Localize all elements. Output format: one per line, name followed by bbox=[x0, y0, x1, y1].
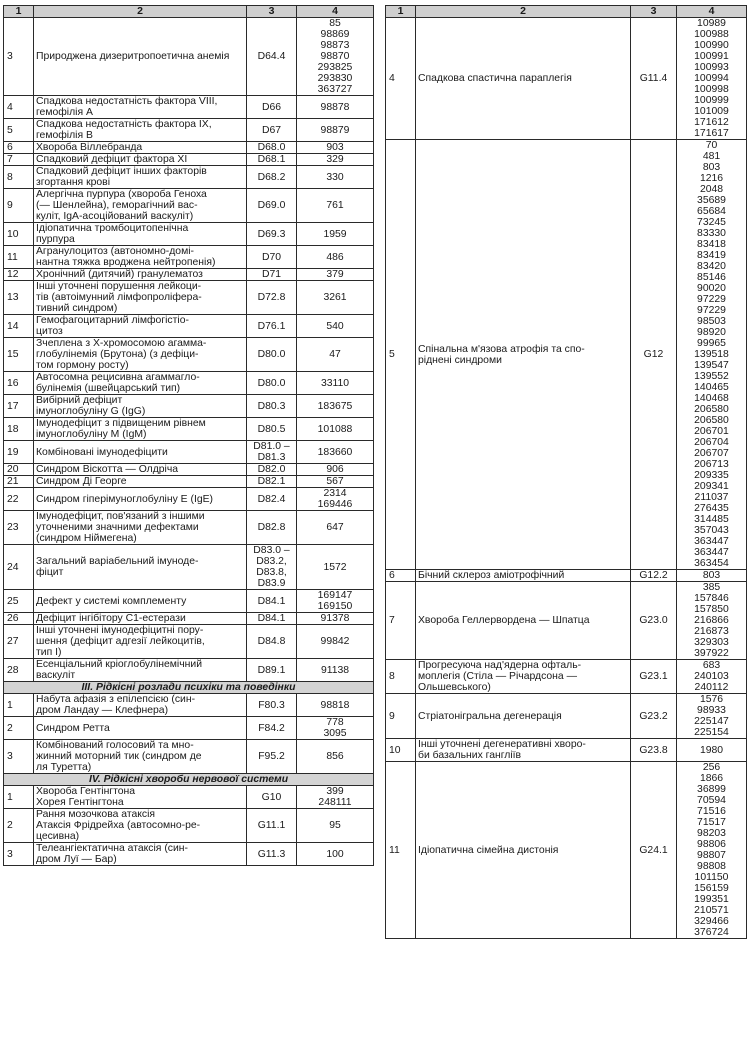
row-number: 21 bbox=[4, 476, 34, 488]
table-row bbox=[4, 154, 374, 166]
orpha-codes: 2314 169446 bbox=[297, 488, 374, 511]
disease-name: Спадковий дефіцит інших факторів згортання крові bbox=[34, 166, 247, 189]
column-header: 3 bbox=[247, 6, 297, 18]
row-number: 12 bbox=[4, 269, 34, 281]
disease-name: Прогресуюча над'ядерна офталь- моплегія (Стіла — Річардсона — Ольшевського) bbox=[416, 660, 631, 694]
disease-name: Набута афазія з епілепсією (син- дром Ландау — Клефнера) bbox=[34, 694, 247, 717]
disease-name: Ідіопатична сімейна дистонія bbox=[416, 762, 631, 939]
orpha-codes: 856 bbox=[297, 740, 374, 774]
table-row bbox=[4, 786, 374, 809]
table-row bbox=[386, 140, 747, 570]
orpha-codes: 95 bbox=[297, 809, 374, 843]
table-row bbox=[4, 372, 374, 395]
table-row bbox=[386, 570, 747, 582]
disease-name: Хвороба Віллебранда bbox=[34, 142, 247, 154]
table-row bbox=[4, 659, 374, 682]
row-number: 1 bbox=[4, 786, 34, 809]
right-table-body bbox=[386, 18, 747, 939]
table-row bbox=[4, 315, 374, 338]
table-row bbox=[4, 717, 374, 740]
table-row bbox=[4, 119, 374, 142]
row-number: 17 bbox=[4, 395, 34, 418]
icd-code: D80.5 bbox=[247, 418, 297, 441]
orpha-codes: 379 bbox=[297, 269, 374, 281]
icd-code: D80.0 bbox=[247, 372, 297, 395]
row-number: 16 bbox=[4, 372, 34, 395]
orpha-codes: 3261 bbox=[297, 281, 374, 315]
disease-name: Бічний склероз аміотрофічний bbox=[416, 570, 631, 582]
disease-name: Природжена дизеритропоетична анемія bbox=[34, 18, 247, 96]
icd-code: D71 bbox=[247, 269, 297, 281]
disease-name: Загальний варіабельний імуноде- фіцит bbox=[34, 545, 247, 590]
icd-code: G11.1 bbox=[247, 809, 297, 843]
row-number: 6 bbox=[386, 570, 416, 582]
orpha-codes: 761 bbox=[297, 189, 374, 223]
orpha-codes: 98879 bbox=[297, 119, 374, 142]
orpha-codes: 778 3095 bbox=[297, 717, 374, 740]
disease-name: Стріатонігральна дегенерація bbox=[416, 694, 631, 739]
disease-name: Дефект у системі комплементу bbox=[34, 590, 247, 613]
icd-code: D72.8 bbox=[247, 281, 297, 315]
disease-name: Синдром Віскотта — Олдріча bbox=[34, 464, 247, 476]
disease-name: Комбіновані імунодефіцити bbox=[34, 441, 247, 464]
row-number: 25 bbox=[4, 590, 34, 613]
orpha-codes: 100 bbox=[297, 843, 374, 866]
orpha-codes: 98818 bbox=[297, 694, 374, 717]
table-row bbox=[386, 660, 747, 694]
table-row bbox=[4, 590, 374, 613]
row-number: 5 bbox=[386, 140, 416, 570]
disease-name: Імунодефіцит з підвищеним рівнем імуноглобуліну М (IgM) bbox=[34, 418, 247, 441]
disease-name: Агранулоцитоз (автономно-домі- нантна тяжка вроджена нейтропенія) bbox=[34, 246, 247, 269]
icd-code: D82.0 bbox=[247, 464, 297, 476]
row-number: 4 bbox=[386, 18, 416, 140]
row-number: 1 bbox=[4, 694, 34, 717]
icd-code: G23.1 bbox=[631, 660, 677, 694]
orpha-codes: 683 240103 240112 bbox=[677, 660, 747, 694]
table-row bbox=[4, 142, 374, 154]
icd-code: D82.4 bbox=[247, 488, 297, 511]
disease-name: Телеангіектатична атаксія (син- дром Луї — Бар) bbox=[34, 843, 247, 866]
table-row bbox=[386, 739, 747, 762]
row-number: 20 bbox=[4, 464, 34, 476]
column-header: 2 bbox=[416, 6, 631, 18]
column-header: 1 bbox=[386, 6, 416, 18]
disease-name: Інші уточнені імунодефіцитні пору- шення (дефіцит адгезії лейкоцитів, тип І) bbox=[34, 625, 247, 659]
disease-name: Дефіцит інгібітору С1-естерази bbox=[34, 613, 247, 625]
table-row bbox=[4, 223, 374, 246]
orpha-codes: 183675 bbox=[297, 395, 374, 418]
disease-name: Синдром Ді Георге bbox=[34, 476, 247, 488]
orpha-codes: 91138 bbox=[297, 659, 374, 682]
row-number: 10 bbox=[386, 739, 416, 762]
orpha-codes: 803 bbox=[677, 570, 747, 582]
table-row bbox=[4, 418, 374, 441]
disease-name: Синдром Ретта bbox=[34, 717, 247, 740]
row-number: 11 bbox=[4, 246, 34, 269]
disease-name: Вибірний дефіцит імуноглобуліну G (IgG) bbox=[34, 395, 247, 418]
disease-name: Есенціальний кріоглобулінемічний васкуліт bbox=[34, 659, 247, 682]
column-header: 2 bbox=[34, 6, 247, 18]
orpha-codes: 399 248111 bbox=[297, 786, 374, 809]
table-row bbox=[4, 613, 374, 625]
orpha-codes: 85 98869 98873 98870 293825 293830 363727 bbox=[297, 18, 374, 96]
disease-name: Ідіопатична тромбоцитопенічна пурпура bbox=[34, 223, 247, 246]
row-number: 7 bbox=[4, 154, 34, 166]
icd-code: F80.3 bbox=[247, 694, 297, 717]
icd-code: D64.4 bbox=[247, 18, 297, 96]
icd-code: G23.0 bbox=[631, 582, 677, 660]
table-row bbox=[4, 809, 374, 843]
icd-code: G12.2 bbox=[631, 570, 677, 582]
orpha-codes: 330 bbox=[297, 166, 374, 189]
orpha-codes: 91378 bbox=[297, 613, 374, 625]
table-row bbox=[4, 694, 374, 717]
disease-name: Інші уточнені дегенеративні хворо- би базальних гангліїв bbox=[416, 739, 631, 762]
icd-code: G11.4 bbox=[631, 18, 677, 140]
column-header: 1 bbox=[4, 6, 34, 18]
disease-name: Імунодефіцит, пов'язаний з іншими уточненими значними дефектами (синдром Ніймегена) bbox=[34, 511, 247, 545]
row-number: 9 bbox=[4, 189, 34, 223]
row-number: 13 bbox=[4, 281, 34, 315]
row-number: 23 bbox=[4, 511, 34, 545]
row-number: 6 bbox=[4, 142, 34, 154]
orpha-codes: 903 bbox=[297, 142, 374, 154]
orpha-codes: 1959 bbox=[297, 223, 374, 246]
row-number: 5 bbox=[4, 119, 34, 142]
disease-name: Зчеплена з Х-хромосомою агамма- глобулінемія (Брутона) (з дефіци- том гормону росту) bbox=[34, 338, 247, 372]
row-number: 26 bbox=[4, 613, 34, 625]
table-row bbox=[4, 740, 374, 774]
orpha-codes: 169147 169150 bbox=[297, 590, 374, 613]
table-row bbox=[386, 694, 747, 739]
table-row bbox=[4, 281, 374, 315]
row-number: 8 bbox=[4, 166, 34, 189]
row-number: 3 bbox=[4, 740, 34, 774]
orpha-codes: 385 157846 157850 216866 216873 329303 397922 bbox=[677, 582, 747, 660]
icd-code: D80.0 bbox=[247, 338, 297, 372]
header-row bbox=[4, 6, 374, 18]
disease-name: Спінальна м'язова атрофія та спо- ріднені синдроми bbox=[416, 140, 631, 570]
disease-name: Спадковий дефіцит фактора XI bbox=[34, 154, 247, 166]
table-row bbox=[4, 166, 374, 189]
icd-code: D84.8 bbox=[247, 625, 297, 659]
disease-name: Комбінований голосовий та мно- жинний моторний тик (синдром де ля Туретта) bbox=[34, 740, 247, 774]
icd-code: G10 bbox=[247, 786, 297, 809]
row-number: 24 bbox=[4, 545, 34, 590]
icd-code: G23.2 bbox=[631, 694, 677, 739]
orpha-codes: 101088 bbox=[297, 418, 374, 441]
table-row bbox=[4, 189, 374, 223]
icd-code: G12 bbox=[631, 140, 677, 570]
disease-name: Алергічна пурпура (хвороба Геноха (— Шенлейна), геморагічний вас- куліт, IgA-асоційований васкуліт) bbox=[34, 189, 247, 223]
icd-code: G24.1 bbox=[631, 762, 677, 939]
orpha-codes: 256 1866 36899 70594 71516 71517 98203 98806 98807 98808 101150 156159 199351 210571 329466 376724 bbox=[677, 762, 747, 939]
table-row bbox=[4, 18, 374, 96]
table-row bbox=[4, 269, 374, 281]
table-row bbox=[4, 96, 374, 119]
icd-code: D84.1 bbox=[247, 590, 297, 613]
table-row bbox=[386, 762, 747, 939]
icd-code: D67 bbox=[247, 119, 297, 142]
row-number: 14 bbox=[4, 315, 34, 338]
row-number: 2 bbox=[4, 809, 34, 843]
table-row bbox=[4, 338, 374, 372]
orpha-codes: 33110 bbox=[297, 372, 374, 395]
column-header: 4 bbox=[297, 6, 374, 18]
left-table-body bbox=[4, 18, 374, 866]
disease-name: Синдром гіперімуноглобуліну Е (IgE) bbox=[34, 488, 247, 511]
icd-code: D70 bbox=[247, 246, 297, 269]
row-number: 28 bbox=[4, 659, 34, 682]
icd-code: F95.2 bbox=[247, 740, 297, 774]
disease-name: Гемофагоцитарний лімфогістіо- цитоз bbox=[34, 315, 247, 338]
icd-code: D83.0 – D83.2, D83.8, D83.9 bbox=[247, 545, 297, 590]
table-row bbox=[4, 488, 374, 511]
orpha-codes: 10989 100988 100990 100991 100993 100994 100998 100999 101009 171612 171617 bbox=[677, 18, 747, 140]
disease-name: Хвороба Гентінгтона Хорея Гентінгтона bbox=[34, 786, 247, 809]
orpha-codes: 99842 bbox=[297, 625, 374, 659]
table-row bbox=[4, 625, 374, 659]
disease-name: Автосомна рецисивна агаммагло- булінемія (швейцарський тип) bbox=[34, 372, 247, 395]
table-row bbox=[4, 476, 374, 488]
icd-code: D81.0 – D81.3 bbox=[247, 441, 297, 464]
icd-code: D68.1 bbox=[247, 154, 297, 166]
disease-name: Спадкова недостатність фактора IX, гемофілія В bbox=[34, 119, 247, 142]
icd-code: D68.0 bbox=[247, 142, 297, 154]
icd-code: D89.1 bbox=[247, 659, 297, 682]
left-table bbox=[3, 5, 374, 866]
orpha-codes: 1572 bbox=[297, 545, 374, 590]
table-row bbox=[4, 246, 374, 269]
row-number: 8 bbox=[386, 660, 416, 694]
orpha-codes: 540 bbox=[297, 315, 374, 338]
icd-code: D68.2 bbox=[247, 166, 297, 189]
orpha-codes: 486 bbox=[297, 246, 374, 269]
icd-code: D80.3 bbox=[247, 395, 297, 418]
icd-code: G11.3 bbox=[247, 843, 297, 866]
orpha-codes: 647 bbox=[297, 511, 374, 545]
row-number: 3 bbox=[4, 843, 34, 866]
orpha-codes: 70 481 803 1216 2048 35689 65684 73245 83330 83418 83419 83420 85146 90020 97229 97229 98503 98920 99965 139518 139547 139552 140465 140468 206580 206580 206701 206704 206707 206713 209335 209341 211037 276435 314485 357043 363447 363447 363454 bbox=[677, 140, 747, 570]
row-number: 10 bbox=[4, 223, 34, 246]
table-row bbox=[4, 395, 374, 418]
row-number: 15 bbox=[4, 338, 34, 372]
row-number: 3 bbox=[4, 18, 34, 96]
disease-name: Хвороба Геллервордена — Шпатца bbox=[416, 582, 631, 660]
row-number: 22 bbox=[4, 488, 34, 511]
row-number: 7 bbox=[386, 582, 416, 660]
right-table bbox=[385, 5, 747, 939]
table-row bbox=[4, 545, 374, 590]
icd-code: F84.2 bbox=[247, 717, 297, 740]
table-row bbox=[4, 843, 374, 866]
table-row bbox=[4, 511, 374, 545]
column-header: 3 bbox=[631, 6, 677, 18]
row-number: 19 bbox=[4, 441, 34, 464]
column-header: 4 bbox=[677, 6, 747, 18]
icd-code: D69.3 bbox=[247, 223, 297, 246]
section-row bbox=[4, 774, 374, 786]
disease-name: Рання мозочкова атаксія Атаксія Фрідрейха (автосомно-ре- цесивна) bbox=[34, 809, 247, 843]
orpha-codes: 906 bbox=[297, 464, 374, 476]
row-number: 4 bbox=[4, 96, 34, 119]
icd-code: D82.8 bbox=[247, 511, 297, 545]
icd-code: G23.8 bbox=[631, 739, 677, 762]
disease-name: Спадкова недостатність фактора VIII, гемофілія А bbox=[34, 96, 247, 119]
orpha-codes: 1980 bbox=[677, 739, 747, 762]
orpha-codes: 1576 98933 225147 225154 bbox=[677, 694, 747, 739]
row-number: 27 bbox=[4, 625, 34, 659]
icd-code: D66 bbox=[247, 96, 297, 119]
table-row bbox=[386, 18, 747, 140]
icd-code: D82.1 bbox=[247, 476, 297, 488]
section-title: ІІІ. Рідкісні розлади психіки та поведінки bbox=[4, 682, 374, 694]
orpha-codes: 329 bbox=[297, 154, 374, 166]
icd-code: D84.1 bbox=[247, 613, 297, 625]
disease-name: Спадкова спастична параплегія bbox=[416, 18, 631, 140]
row-number: 2 bbox=[4, 717, 34, 740]
disease-name: Хронічний (дитячий) гранулематоз bbox=[34, 269, 247, 281]
row-number: 18 bbox=[4, 418, 34, 441]
disease-name: Інші уточнені порушення лейкоци- тів (автоімунний лімфопроліфера- тивний синдром) bbox=[34, 281, 247, 315]
orpha-codes: 567 bbox=[297, 476, 374, 488]
row-number: 9 bbox=[386, 694, 416, 739]
icd-code: D76.1 bbox=[247, 315, 297, 338]
section-row bbox=[4, 682, 374, 694]
table-row bbox=[4, 464, 374, 476]
table-row bbox=[386, 582, 747, 660]
header-row bbox=[386, 6, 747, 18]
orpha-codes: 183660 bbox=[297, 441, 374, 464]
icd-code: D69.0 bbox=[247, 189, 297, 223]
orpha-codes: 98878 bbox=[297, 96, 374, 119]
row-number: 11 bbox=[386, 762, 416, 939]
table-row bbox=[4, 441, 374, 464]
orpha-codes: 47 bbox=[297, 338, 374, 372]
section-title: ІV. Рідкісні хвороби нервової системи bbox=[4, 774, 374, 786]
